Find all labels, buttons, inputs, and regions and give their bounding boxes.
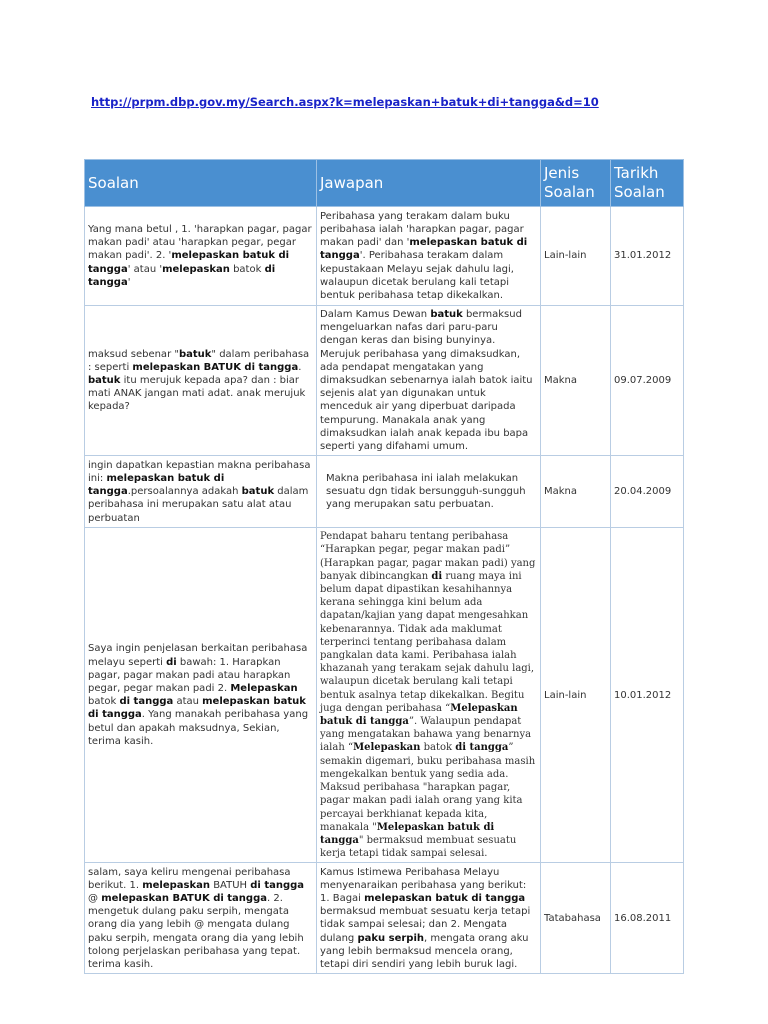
question-cell: Saya ingin penjelasan berkaitan peribahasa melayu seperti di bawah: 1. Harapkan pagar, pagar makan padi atau harapkan pegar, pegar makan padi 2. Melepaskan batok di tangga atau melepaskan batuk di tangga. Yang manakah peribahasa yang betul dan apakah maksudnya, Sekian, terima kasih. <box>85 528 317 863</box>
question-cell: Yang mana betul , 1. 'harapkan pagar, pagar makan padi' atau 'harapkan pegar, pegar makan padi'. 2. 'melepaskan batuk di tangga' atau 'melepaskan batok di tangga' <box>85 207 317 306</box>
table-row <box>85 528 684 863</box>
question-date: 31.01.2012 <box>611 207 684 306</box>
source-link[interactable]: http://prpm.dbp.gov.my/Search.aspx?k=melepaskan+batuk+di+tangga&d=10 <box>91 95 599 109</box>
question-date: 20.04.2009 <box>611 456 684 528</box>
header-jawapan: Jawapan <box>317 160 541 207</box>
question-date: 10.01.2012 <box>611 528 684 863</box>
question-date: 09.07.2009 <box>611 306 684 456</box>
qa-table <box>84 159 684 974</box>
answer-cell: Makna peribahasa ini ialah melakukan sesuatu dgn tidak bersungguh-sungguh yang merupakan satu perbuatan. <box>317 456 541 528</box>
question-type: Makna <box>541 456 611 528</box>
answer-cell: Peribahasa yang terakam dalam buku peribahasa ialah 'harapkan pagar, pagar makan padi' dan 'melepaskan batuk di tangga'. Peribahasa terakam dalam kepustakaan Melayu sejak dahulu lagi, walaupun dicetak berulang kali tetapi bentuk peribahasa tetap dikekalkan. <box>317 207 541 306</box>
question-cell: salam, saya keliru mengenai peribahasa berikut. 1. melepaskan BATUH di tangga @ melepaskan BATUK di tangga. 2. mengetuk dulang paku serpih, mengata orang dia yang lebih @ mengata dulang paku serpih, mengata orang dia yang lebih tolong perjelaskan peribahasa yang tepat. terima kasih. <box>85 863 317 974</box>
answer-cell: Pendapat baharu tentang peribahasa “Harapkan pegar, pegar makan padi” (Harapkan pagar, pagar makan padi) yang banyak dibincangkan di ruang maya ini belum dapat dipastikan kesahihannya kerana sehingga kini belum ada dapatan/kajian yang dapat mengesahkan kebenarannya. Tidak ada maklumat terperinci tentang peribahasa dalam pangkalan data kami. Peribahasa ialah khazanah yang terakam sejak dahulu lagi, walaupun dicetak berulang kali tetapi bentuk asalnya tetap dikekalkan. Begitu juga dengan peribahasa “Melepaskan batuk di tangga”. Walaupun pendapat yang mengatakan bahawa yang benarnya ialah “Melepaskan batok di tangga” semakin digemari, buku peribahasa masih mengekalkan bentuk yang sedia ada. Maksud peribahasa "harapkan pagar, pagar makan padi ialah orang yang kita percayai berkhianat kepada kita, manakala "Melepaskan batuk di tangga" bermaksud membuat sesuatu kerja tetapi tidak sampai selesai. <box>317 528 541 863</box>
table-row <box>85 456 684 528</box>
table-row <box>85 306 684 456</box>
question-type: Makna <box>541 306 611 456</box>
table-row <box>85 207 684 306</box>
header-soalan: Soalan <box>85 160 317 207</box>
table-row <box>85 863 684 974</box>
table-header-row <box>85 160 684 207</box>
question-cell: ingin dapatkan kepastian makna peribahasa ini: melepaskan batuk di tangga.persoalannya adakah batuk dalam peribahasa ini merupakan satu alat atau perbuatan <box>85 456 317 528</box>
header-tarikh-soalan: Tarikh Soalan <box>611 160 684 207</box>
question-date: 16.08.2011 <box>611 863 684 974</box>
question-type: Lain-lain <box>541 528 611 863</box>
question-cell: maksud sebenar "batuk" dalam peribahasa : seperti melepaskan BATUK di tangga. batuk itu merujuk kepada apa? dan : biar mati ANAK jangan mati adat. anak merujuk kepada? <box>85 306 317 456</box>
question-type: Lain-lain <box>541 207 611 306</box>
question-type: Tatabahasa <box>541 863 611 974</box>
header-jenis-soalan: Jenis Soalan <box>541 160 611 207</box>
answer-cell: Kamus Istimewa Peribahasa Melayu menyenaraikan peribahasa yang berikut: 1. Bagai melepaskan batuk di tangga bermaksud membuat sesuatu kerja tetapi tidak sampai selesai; dan 2. Mengata dulang paku serpih, mengata orang aku yang lebih bermaksud mencela orang, tetapi diri sendiri yang lebih buruk lagi. <box>317 863 541 974</box>
answer-cell: Dalam Kamus Dewan batuk bermaksud mengeluarkan nafas dari paru-paru dengan keras dan bising bunyinya. Merujuk peribahasa yang dimaksudkan, ada pendapat mengatakan yang dimaksudkan sebenarnya ialah batok iaitu sejenis alat yan digunakan untuk menceduk air yang diperbuat daripada tempurung. Manakala anak yang dimaksudkan ialah anak kepada ibu bapa seperti yang difahami umum. <box>317 306 541 456</box>
